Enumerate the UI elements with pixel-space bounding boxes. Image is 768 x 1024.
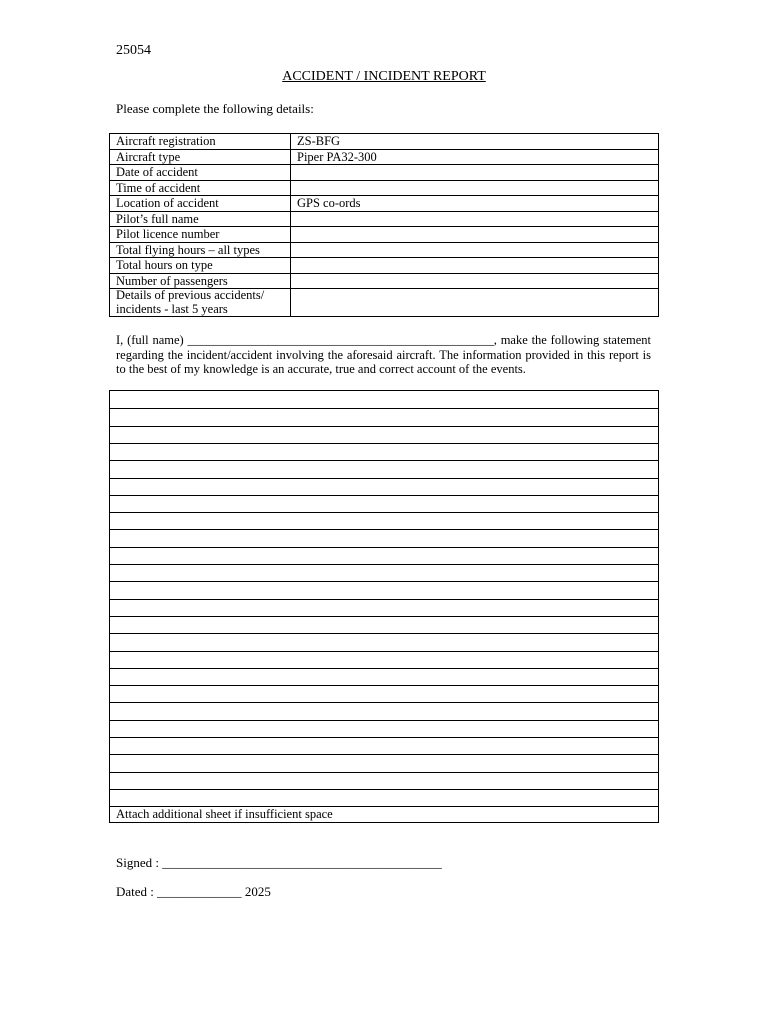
ruled-line [110, 512, 658, 513]
row-value[interactable]: GPS co-ords [291, 196, 659, 212]
row-label: Time of accident [110, 180, 291, 196]
report-title: ACCIDENT / INCIDENT REPORT [282, 69, 486, 84]
ruled-line [110, 547, 658, 548]
intro-text: Please complete the following details: [116, 101, 314, 116]
ruled-line [110, 599, 658, 600]
row-label: Location of accident [110, 196, 291, 212]
ruled-line [110, 408, 658, 409]
statement-text: I, (full name) _________________________________________________, make the following statement regarding the incident/accident involving the aforesaid aircraft. The information provided in this report is to the best of my knowledge is an accurate, true and correct account of the events. [116, 333, 651, 376]
ruled-line [110, 478, 658, 479]
row-value[interactable] [291, 258, 659, 274]
row-value[interactable]: ZS-BFG [291, 134, 659, 150]
reference-number: 25054 [116, 43, 151, 58]
table-row [110, 134, 659, 150]
ruled-line [110, 529, 658, 530]
attach-note: Attach additional sheet if insufficient space [116, 807, 333, 821]
table-row [110, 273, 659, 289]
ruled-line [110, 616, 658, 617]
row-label: Pilot’s full name [110, 211, 291, 227]
ruled-line [110, 806, 658, 807]
ruled-line [110, 754, 658, 755]
dated-line[interactable]: Dated : _____________ 2025 [116, 884, 271, 899]
ruled-line [110, 426, 658, 427]
row-value[interactable] [291, 165, 659, 181]
row-label: Total flying hours – all types [110, 242, 291, 258]
table-row [110, 258, 659, 274]
ruled-line [110, 772, 658, 773]
row-label: Details of previous accidents/ incidents - last 5 years [110, 289, 291, 317]
ruled-line [110, 720, 658, 721]
row-value[interactable] [291, 273, 659, 289]
table-row [110, 180, 659, 196]
row-label: Total hours on type [110, 258, 291, 274]
ruled-line [110, 685, 658, 686]
row-label: Aircraft registration [110, 134, 291, 150]
ruled-line [110, 737, 658, 738]
row-label: Number of passengers [110, 273, 291, 289]
row-value[interactable]: Piper PA32-300 [291, 149, 659, 165]
table-row [110, 149, 659, 165]
signed-line[interactable]: Signed : ___________________________________________ [116, 855, 442, 870]
table-row [110, 227, 659, 243]
table-row [110, 211, 659, 227]
row-value[interactable] [291, 180, 659, 196]
ruled-line [110, 564, 658, 565]
row-value[interactable] [291, 242, 659, 258]
row-label: Pilot licence number [110, 227, 291, 243]
ruled-line [110, 633, 658, 634]
table-row [110, 242, 659, 258]
row-value[interactable] [291, 289, 659, 317]
ruled-line [110, 789, 658, 790]
ruled-line [110, 581, 658, 582]
ruled-line [110, 668, 658, 669]
ruled-line [110, 651, 658, 652]
narrative-box[interactable] [109, 390, 659, 823]
ruled-line [110, 443, 658, 444]
ruled-line [110, 495, 658, 496]
ruled-line [110, 460, 658, 461]
row-value[interactable] [291, 211, 659, 227]
table-row [110, 289, 659, 317]
row-value[interactable] [291, 227, 659, 243]
ruled-line [110, 702, 658, 703]
row-label: Date of accident [110, 165, 291, 181]
table-row [110, 165, 659, 181]
details-table [109, 133, 659, 317]
row-label: Aircraft type [110, 149, 291, 165]
table-row [110, 196, 659, 212]
